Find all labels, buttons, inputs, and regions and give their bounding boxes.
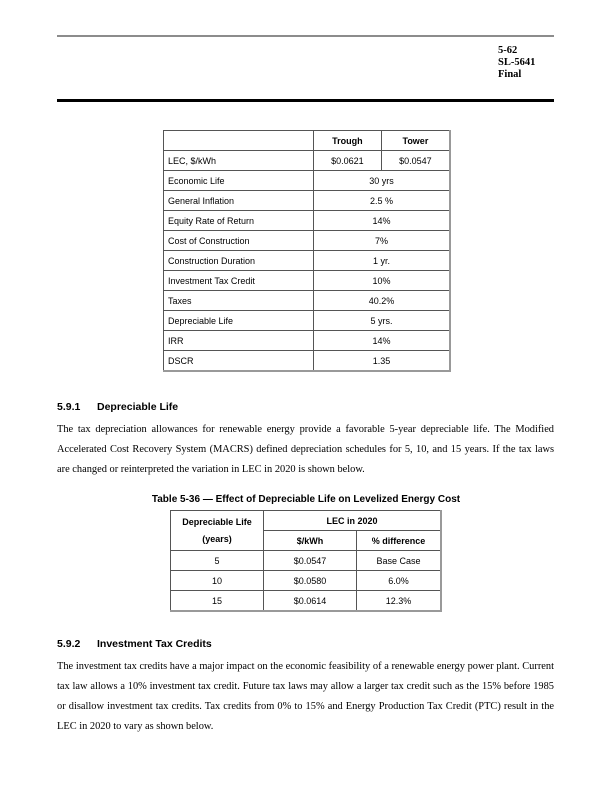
table-row — [164, 351, 451, 372]
diff-cell: 12.3% — [357, 591, 442, 612]
row-label: Economic Life — [164, 171, 314, 191]
lec-cell: $0.0614 — [264, 591, 357, 612]
lec-cell: $0.0580 — [264, 571, 357, 591]
table-row — [164, 211, 451, 231]
row-label: LEC, $/kWh — [164, 151, 314, 171]
tower-value: $0.0547 — [381, 151, 450, 171]
table-row — [164, 191, 451, 211]
section-number: 5.9.2 — [57, 638, 81, 650]
header-usd-per-kwh: $/kWh — [264, 531, 357, 551]
header-cell-trough: Trough — [314, 131, 382, 151]
document-status: Final — [498, 69, 522, 80]
lec-cell: $0.0547 — [264, 551, 357, 571]
section-title: Depreciable Life — [97, 401, 179, 413]
header-line-2: (years) — [202, 533, 232, 544]
diff-cell: 6.0% — [357, 571, 442, 591]
section-body-5-9-1: The tax depreciation allowances for renewable energy provide a favorable 5-year depreciable life. The Modified Accelerated Cost Recovery System (MACRS) defined depreciation schedules for 5, 10, and 15 years. If the tax laws are changed or reinterpreted the variation in LEC in 2020 is shown below. — [57, 424, 554, 475]
economic-assumptions-table — [163, 130, 451, 372]
header-lec-2020: LEC in 2020 — [264, 511, 442, 531]
table-row — [164, 151, 451, 171]
row-label: IRR — [164, 331, 314, 351]
table-row — [164, 291, 451, 311]
row-value: 1 yr. — [314, 251, 451, 271]
row-value: 40.2% — [314, 291, 451, 311]
page-number: 5-62 — [498, 45, 518, 56]
row-label: Construction Duration — [164, 251, 314, 271]
row-value: 5 yrs. — [314, 311, 451, 331]
section-heading-5-9-1 — [57, 401, 178, 413]
table-row — [164, 231, 451, 251]
table-header-row — [171, 511, 442, 531]
row-value: 2.5 % — [314, 191, 451, 211]
table-row — [171, 551, 442, 571]
page-header — [498, 45, 535, 81]
section-number: 5.9.1 — [57, 401, 81, 413]
table-row — [164, 271, 451, 291]
header-line-1: Depreciable Life — [182, 516, 252, 527]
row-value: 14% — [314, 211, 451, 231]
row-value: 1.35 — [314, 351, 451, 372]
table-header-row — [164, 131, 451, 151]
depreciable-life-table — [170, 510, 442, 612]
header-top-rule — [57, 35, 554, 37]
section-heading-5-9-2 — [57, 638, 212, 650]
row-label: Investment Tax Credit — [164, 271, 314, 291]
diff-cell: Base Case — [357, 551, 442, 571]
report-id: SL-5641 — [498, 57, 536, 68]
header-cell-empty — [164, 131, 314, 151]
table-row — [164, 331, 451, 351]
table-row — [164, 171, 451, 191]
row-label: Cost of Construction — [164, 231, 314, 251]
table-row — [171, 571, 442, 591]
row-label: Taxes — [164, 291, 314, 311]
section-body-5-9-2: The investment tax credits have a major impact on the economic feasibility of a renewable energy power plant. Current tax law allows a 10% investment tax credit. Future tax laws may allow a larger tax credit such as the 15% before 1985 or disallow investment tax credits. Tax credits from 0% to 15% and Energy Production Tax Credit (PTC) result in the LEC in 2020 to vary as shown below. — [57, 661, 554, 732]
header-percent-difference: % difference — [357, 531, 442, 551]
trough-value: $0.0621 — [314, 151, 382, 171]
years-cell: 15 — [171, 591, 264, 612]
section-title: Investment Tax Credits — [97, 638, 212, 650]
years-cell: 5 — [171, 551, 264, 571]
header-depreciable-life — [171, 511, 264, 551]
row-value: 7% — [314, 231, 451, 251]
table-row — [164, 311, 451, 331]
row-value: 14% — [314, 331, 451, 351]
header-bottom-rule — [57, 99, 554, 102]
row-label: General Inflation — [164, 191, 314, 211]
row-value: 30 yrs — [314, 171, 451, 191]
years-cell: 10 — [171, 571, 264, 591]
row-label: Equity Rate of Return — [164, 211, 314, 231]
table-row — [164, 251, 451, 271]
table-row — [171, 591, 442, 612]
header-cell-tower: Tower — [381, 131, 450, 151]
row-label: Depreciable Life — [164, 311, 314, 331]
row-value: 10% — [314, 271, 451, 291]
table-caption: Table 5-36 — Effect of Depreciable Life on Levelized Energy Cost — [151, 494, 461, 505]
row-label: DSCR — [164, 351, 314, 372]
